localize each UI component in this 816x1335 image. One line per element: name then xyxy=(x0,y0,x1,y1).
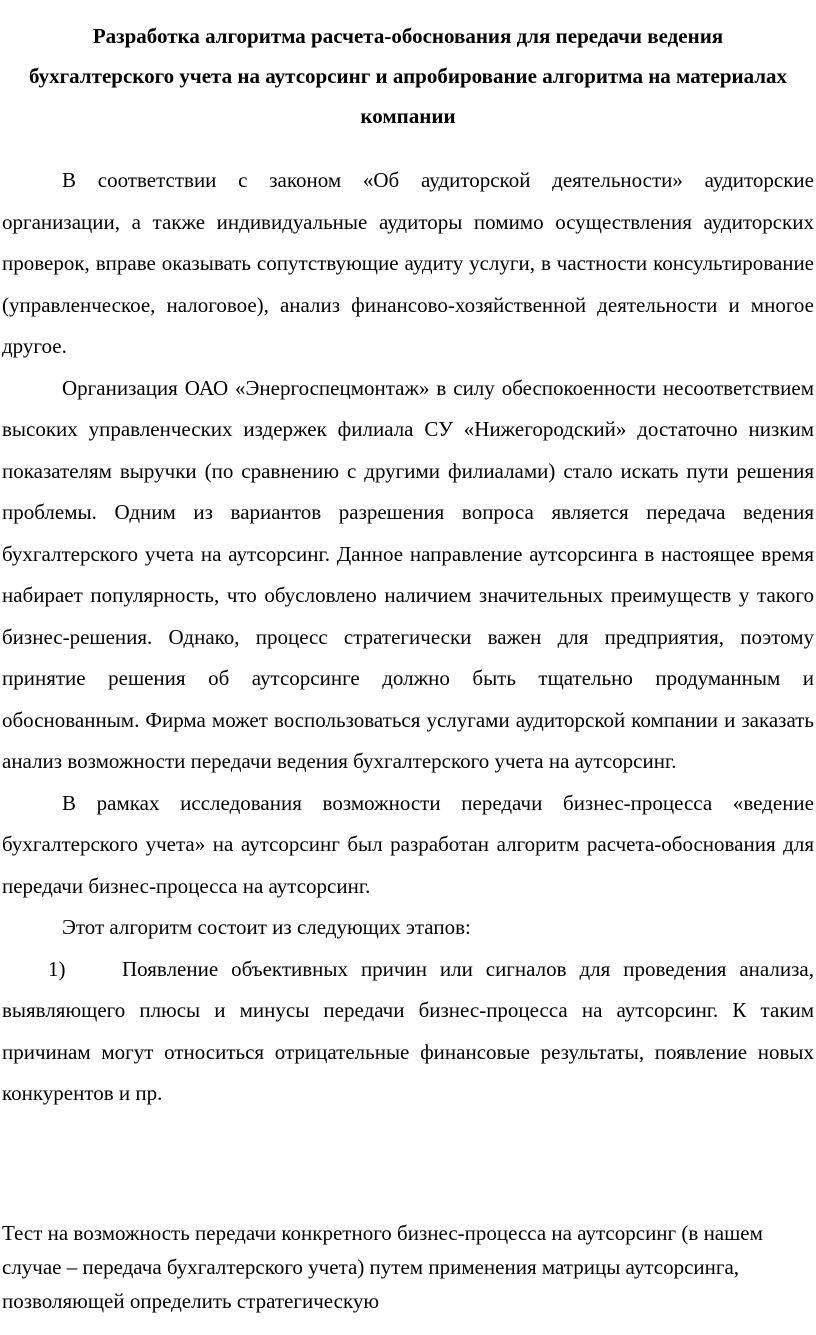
list-item-text: Появление объективных причин или сигналов для проведения анализа, выявляющего плюсы и минусы передачи бизнес-процесса на аутсорсинг. К таким причинам могут относиться отрицательные финансовые результаты, появление новых конкурентов и пр. xyxy=(2,956,814,1105)
paragraph: В рамках исследования возможности передачи бизнес-процесса «ведение бухгалтерского учета» на аутсорсинг был разработан алгоритм расчета-обоснования для передачи бизнес-процесса на аутсорсинг. xyxy=(2,790,814,898)
document-title: Разработка алгоритма расчета-обоснования для передачи ведения бухгалтерского учета на аутсорсинг и апробирование алгоритма на материалах компании xyxy=(28,24,788,128)
list-item-number: 1) xyxy=(48,956,66,981)
document-body xyxy=(2,160,814,1115)
paragraph: Этот алгоритм состоит из следующих этапов: xyxy=(62,915,471,939)
tail-paragraph: Тест на возможность передачи конкретного бизнес-процесса на аутсорсинг (в нашем случае – передача бухгалтерского учета) путем применения матрицы аутсорсинга, позволяющей определить стратегическую xyxy=(2,1221,763,1313)
paragraph: В соответствии с законом «Об аудиторской деятельности» аудиторские организации, а также индивидуальные аудиторы помимо осуществления аудиторских проверок, вправе оказывать сопутствующие аудиту услуги, в частности консультирование (управленческое, налоговое), анализ финансово-хозяйственной деятельности и многое другое. xyxy=(2,168,814,358)
paragraph: Организация ОАО «Энергоспецмонтаж» в силу обеспокоенности несоответствием высоких управленческих издержек филиала СУ «Нижегородский» достаточно низким показателям выручки (по сравнению с другими филиалами) стало искать пути решения проблемы. Одним из вариантов разрешения вопроса является передача ведения бухгалтерского учета на аутсорсинг. Данное направление аутсорсинга в настоящее время набирает популярность, что обусловлено наличием значительных преимуществ у такого бизнес-решения. Однако, процесс стратегически важен для предприятия, поэтому принятие решения об аутсорсинге должно быть тщательно продуманным и обоснованным. Фирма может воспользоваться услугами аудиторской компании и заказать анализ возможности передачи ведения бухгалтерского учета на аутсорсинг. xyxy=(2,375,814,773)
list-item xyxy=(2,949,814,1115)
